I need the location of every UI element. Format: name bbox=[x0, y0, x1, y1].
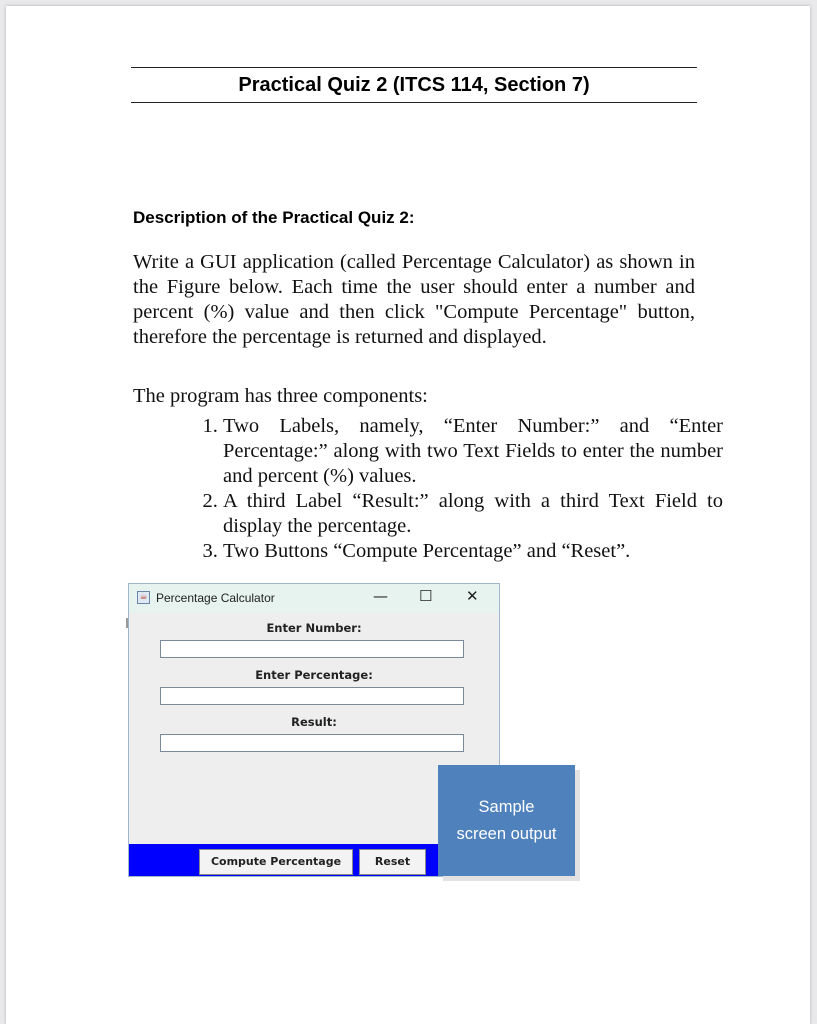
callout-line-1: Sample bbox=[478, 797, 535, 816]
result-field[interactable] bbox=[160, 734, 464, 752]
result-label: Result: bbox=[291, 715, 337, 729]
close-icon[interactable]: ✕ bbox=[466, 587, 479, 605]
components-intro: The program has three components: bbox=[133, 385, 428, 407]
percentage-input[interactable] bbox=[160, 687, 464, 705]
list-item: 1. Two Labels, namely, “Enter Number:” and “Enter Percentage:” along with two Text Fields to enter the number and percent (%) values. bbox=[223, 414, 723, 489]
enter-percentage-label: Enter Percentage: bbox=[255, 668, 373, 682]
window-title: Percentage Calculator bbox=[156, 591, 275, 605]
title-banner bbox=[131, 67, 697, 103]
list-item: 2. A third Label “Result:” along with a third Text Field to display the percentage. bbox=[223, 489, 723, 539]
java-app-icon: ☕ bbox=[137, 591, 150, 604]
minimize-icon[interactable]: — bbox=[373, 587, 388, 605]
components-list bbox=[196, 414, 723, 564]
description-paragraph: Write a GUI application (called Percentage Calculator) as shown in the Figure below. Each time the user should enter a number and percent (%) value and then click "Compute Percentage" button, therefore the percentage is returned and displayed. bbox=[133, 251, 695, 348]
page-title: Practical Quiz 2 (ITCS 114, Section 7) bbox=[238, 74, 590, 96]
description-heading: Description of the Practical Quiz 2: bbox=[133, 208, 415, 227]
reset-button[interactable]: Reset bbox=[359, 849, 426, 875]
list-item: 3. Two Buttons “Compute Percentage” and “Reset”. bbox=[223, 539, 723, 564]
callout-line-2: screen output bbox=[456, 824, 557, 843]
number-input[interactable] bbox=[160, 640, 464, 658]
maximize-icon[interactable]: ☐ bbox=[419, 587, 433, 605]
enter-number-label: Enter Number: bbox=[266, 621, 362, 635]
window-titlebar bbox=[129, 584, 499, 613]
sample-output-callout bbox=[438, 765, 575, 876]
compute-percentage-button[interactable]: Compute Percentage bbox=[199, 849, 353, 875]
